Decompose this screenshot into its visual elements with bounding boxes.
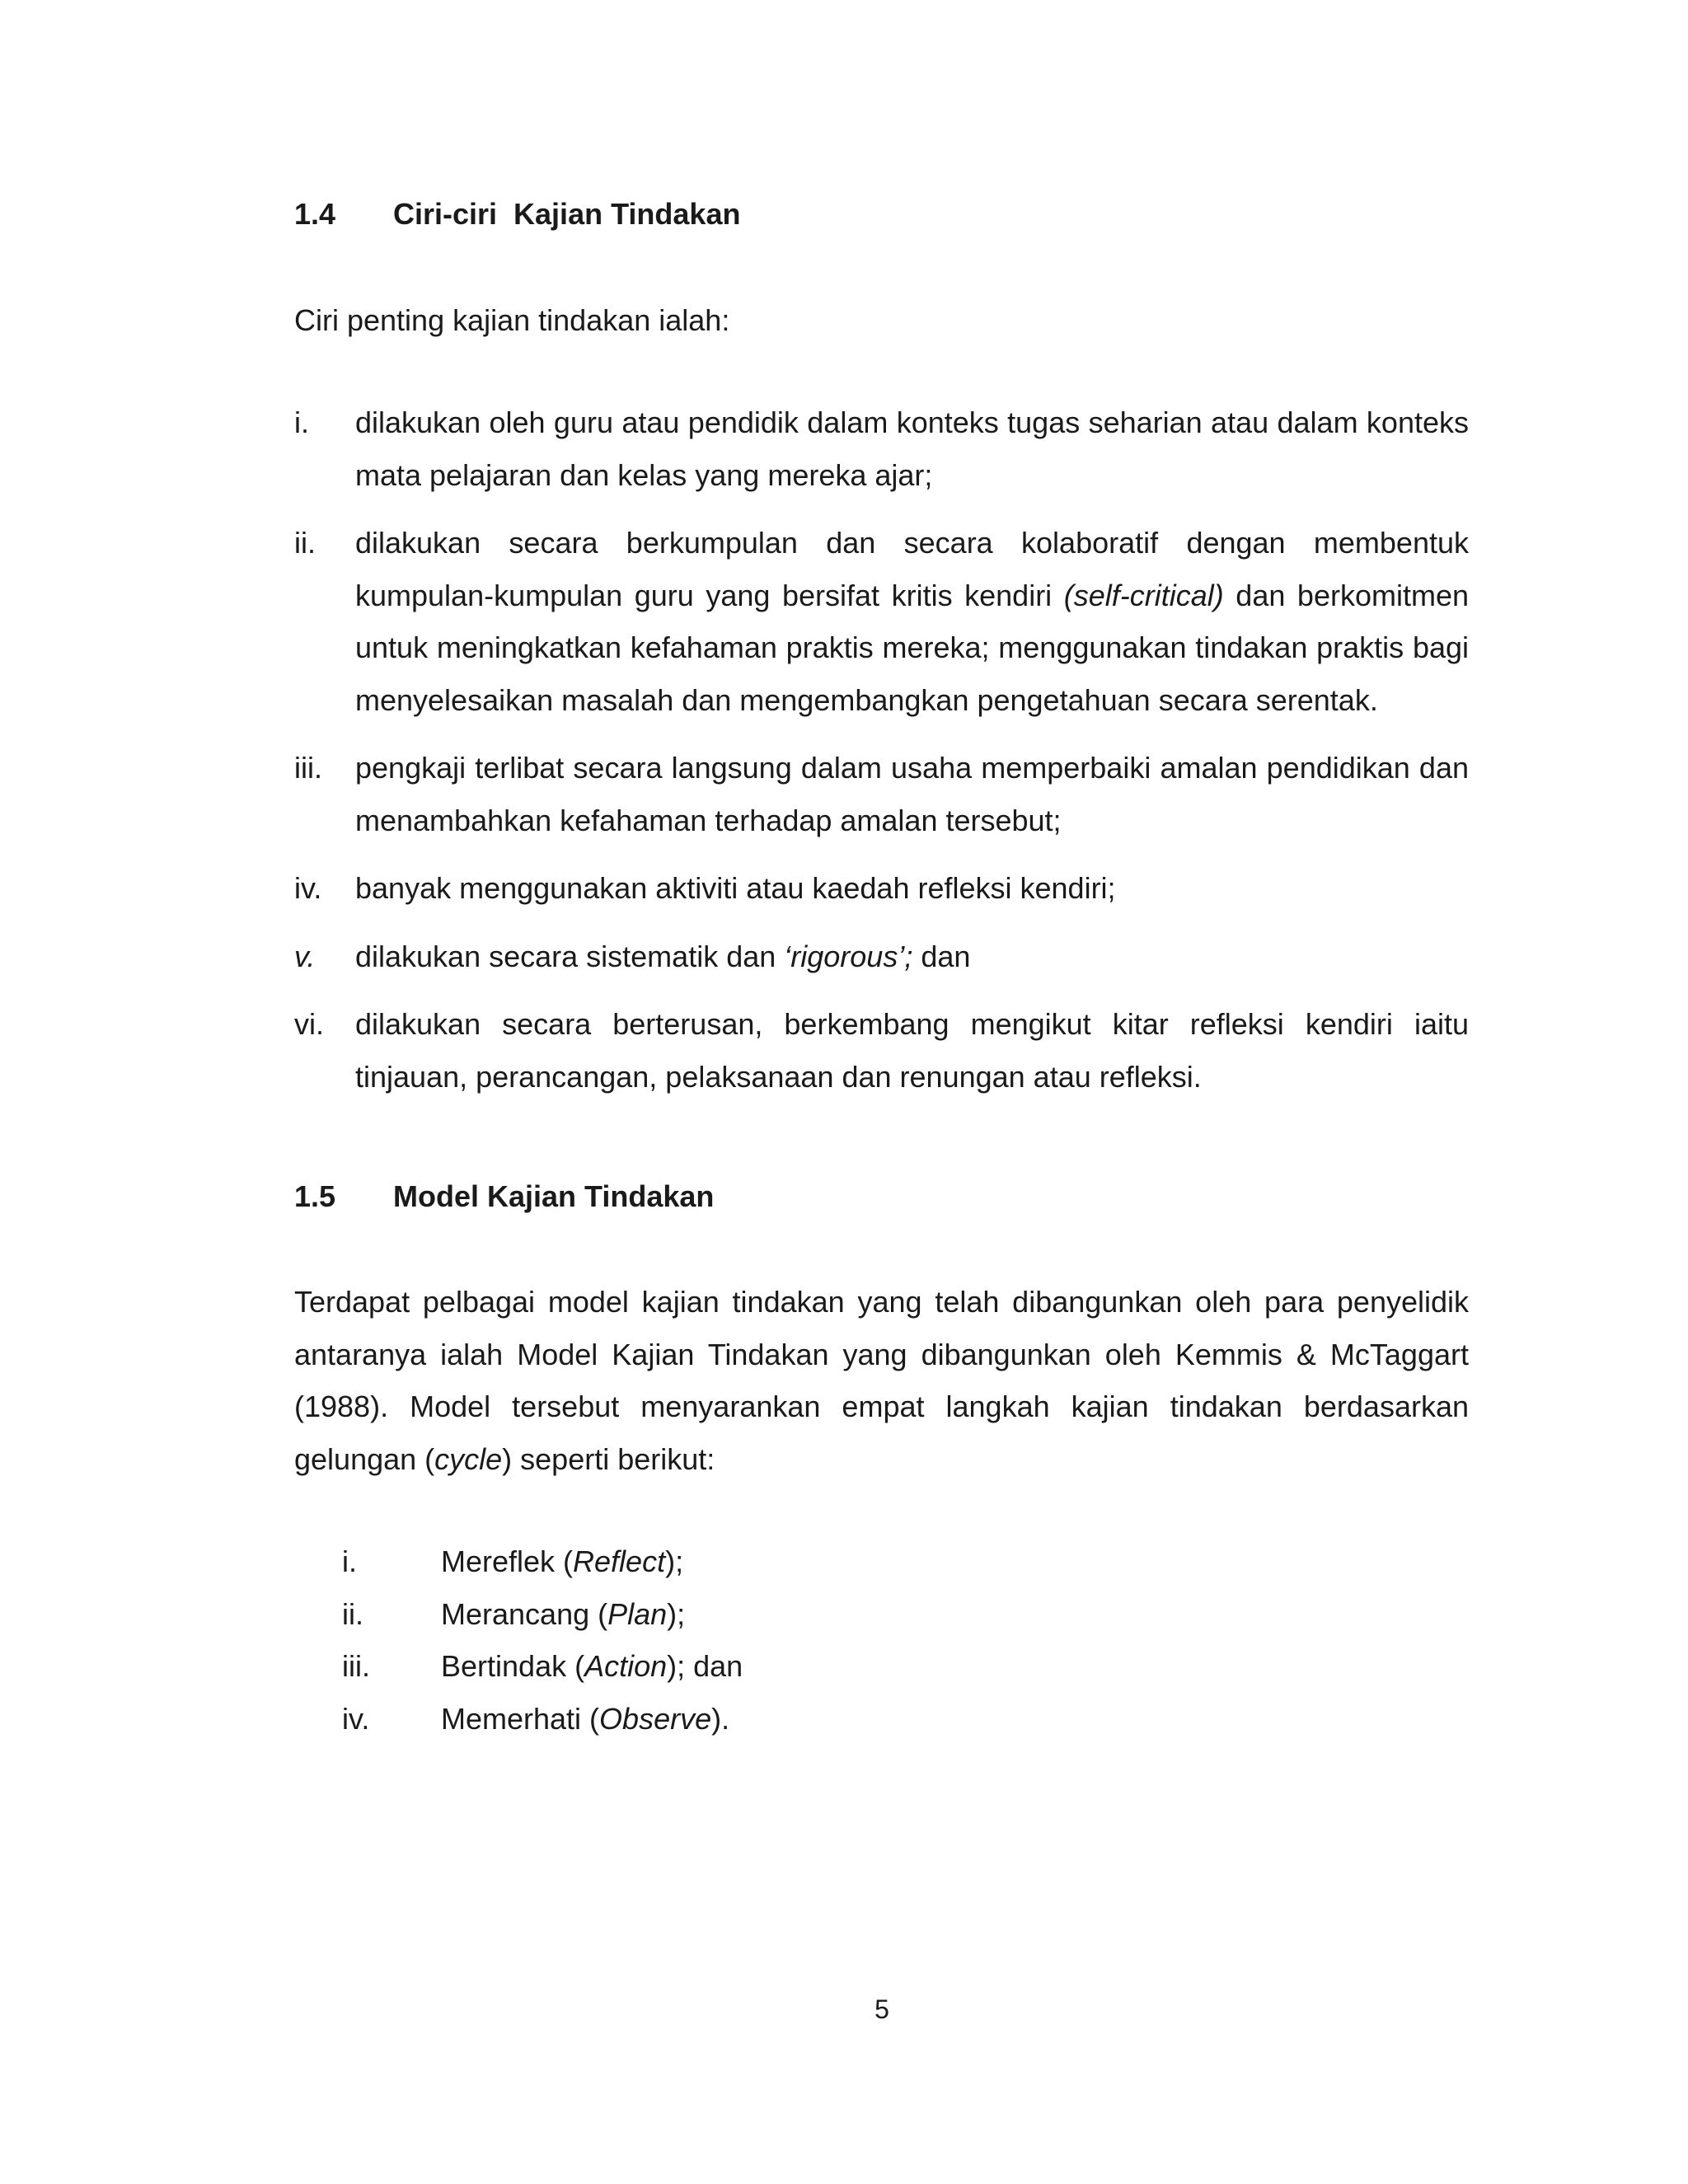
list-marker: i. xyxy=(294,405,309,439)
step-end: ); dan xyxy=(667,1649,743,1683)
model-steps-list xyxy=(342,1535,743,1745)
list-item-text: banyak menggunakan aktiviti atau kaedah refleksi kendiri; xyxy=(355,871,1116,905)
list-item xyxy=(294,517,1469,726)
section-1-4-heading xyxy=(294,196,740,232)
list-item-emphasis: (self-critical) xyxy=(1063,578,1224,612)
section-1-4-title: Ciri-ciri Kajian Tindakan xyxy=(393,197,741,231)
step-word: Bertindak ( xyxy=(441,1649,585,1683)
list-item xyxy=(342,1693,743,1746)
list-item xyxy=(294,742,1469,846)
step-word: Merancang ( xyxy=(441,1596,608,1631)
list-marker: iv. xyxy=(342,1701,370,1736)
list-item xyxy=(342,1640,743,1693)
list-item xyxy=(294,998,1469,1103)
step-end: ); xyxy=(667,1596,686,1631)
list-item-text: dilakukan secara berkumpulan dan secara kolaboratif dengan membentuk kumpulan-kumpulan guru yang bersifat kritis kendiri xyxy=(355,526,1469,612)
step-term: Action xyxy=(584,1649,668,1683)
section-1-4-number: 1.4 xyxy=(294,197,336,231)
list-item xyxy=(342,1588,743,1641)
list-item-text: dilakukan secara berterusan, berkembang mengikut kitar refleksi kendiri iaitu tinjauan, perancangan, pelaksanaan dan renungan atau refleksi. xyxy=(355,1007,1469,1094)
list-marker: ii. xyxy=(294,526,316,560)
paragraph-emphasis: cycle xyxy=(434,1441,503,1476)
paragraph-text: ) seperti berikut: xyxy=(502,1441,715,1476)
list-item-text: dan berkomitmen untuk meningkatkan kefahaman praktis mereka; menggunakan tindakan praktis bagi menyelesaikan masalah dan mengembangkan pengetahuan secara serentak. xyxy=(355,578,1469,717)
section-1-4-intro: Ciri penting kajian tindakan ialah: xyxy=(294,303,730,337)
list-marker: i. xyxy=(342,1544,357,1578)
paragraph-text: Terdapat pelbagai model kajian tindakan yang telah dibangunkan oleh para penyelidik antaranya ialah Model Kajian Tindakan yang dibangunkan oleh Kemmis & McTaggart (1988). Model tersebut menyarankan empat langkah kajian tindakan berdasarkan gelungan ( xyxy=(294,1285,1469,1476)
list-item-text: dilakukan secara sistematik dan xyxy=(355,939,785,973)
page-number: 5 xyxy=(874,1994,889,2024)
list-item-text: pengkaji terlibat secara langsung dalam usaha memperbaiki amalan pendidikan dan menambahkan kefahaman terhadap amalan tersebut; xyxy=(355,751,1469,837)
list-item xyxy=(294,862,1469,915)
list-item xyxy=(294,930,1469,983)
step-term: Observe xyxy=(599,1701,712,1736)
list-marker: vi. xyxy=(294,1007,324,1041)
step-word: Memerhati ( xyxy=(441,1701,600,1736)
list-marker: ii. xyxy=(342,1596,363,1631)
step-end: ); xyxy=(665,1544,684,1578)
section-1-5-heading xyxy=(294,1179,714,1215)
section-1-5-paragraph xyxy=(294,1276,1469,1485)
list-marker: iv. xyxy=(294,871,322,905)
step-term: Reflect xyxy=(573,1544,666,1578)
list-item xyxy=(294,396,1469,501)
section-1-5-number: 1.5 xyxy=(294,1179,336,1213)
list-marker: v. xyxy=(294,939,316,973)
characteristics-list xyxy=(294,396,1469,1103)
list-item-emphasis: ‘rigorous’; xyxy=(784,939,913,973)
list-item-text: dan xyxy=(912,939,971,973)
step-term: Plan xyxy=(607,1596,668,1631)
list-marker: iii. xyxy=(342,1649,370,1683)
step-end: ). xyxy=(711,1701,730,1736)
list-item xyxy=(342,1535,743,1588)
list-marker: iii. xyxy=(294,751,322,785)
section-1-5-title: Model Kajian Tindakan xyxy=(393,1179,715,1213)
list-item-text: dilakukan oleh guru atau pendidik dalam konteks tugas seharian atau dalam konteks mata pelajaran dan kelas yang mereka ajar; xyxy=(355,405,1469,492)
step-word: Mereflek ( xyxy=(441,1544,574,1578)
